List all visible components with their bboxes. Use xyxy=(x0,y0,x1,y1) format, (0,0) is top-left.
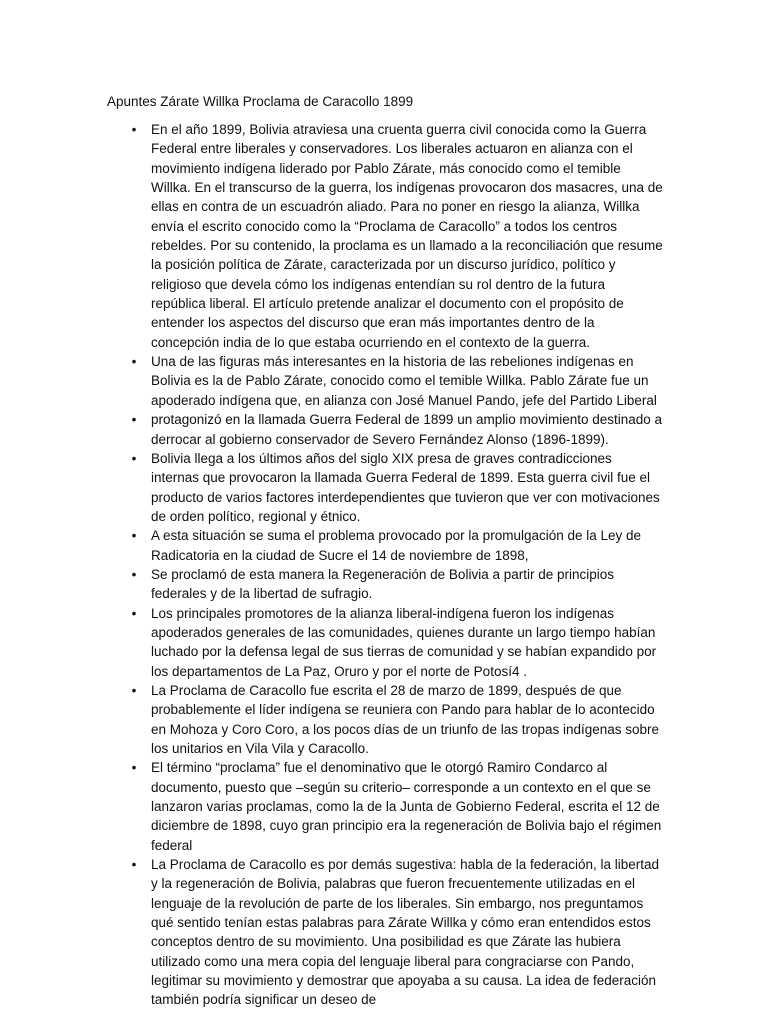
list-item-text: A esta situación se suma el problema provocado por la promulgación de la Ley de Radicatoria en la ciudad de Sucre el 14 de noviembre de 1898, xyxy=(151,528,642,563)
bullet-icon: • xyxy=(131,605,137,621)
bullet-icon: • xyxy=(131,682,137,698)
bullet-icon: • xyxy=(131,528,137,544)
list-item xyxy=(107,352,663,410)
bullet-icon: • xyxy=(131,450,137,466)
list-item-text: Bolivia llega a los últimos años del siglo XIX presa de graves contradicciones internas que provocaron la llamada Guerra Federal de 1899. Esta guerra civil fue el producto de varios factores interdependientes que tuvieron que ver con motivaciones de orden político, regional y étnico. xyxy=(151,450,660,524)
list-item-text: El término “proclama” fue el denominativo que le otorgó Ramiro Condarco al documento, puesto que –según su criterio– corresponde a un contexto en el que se lanzaron varias proclamas, como la de la Junta de Gobierno Federal, escrita el 12 de diciembre de 1898, cuyo gran principio era la regeneración de Bolivia bajo el régimen federal xyxy=(151,760,662,853)
bullet-icon: • xyxy=(131,412,137,428)
list-item-text: Una de las figuras más interesantes en la historia de las rebeliones indígenas en Bolivia es la de Pablo Zárate, conocido como el temible Willka. Pablo Zárate fue un apoderado indígena que, en alianza con José Manuel Pando, jefe del Partido Liberal xyxy=(151,354,657,408)
document-title: Apuntes Zárate Willka Proclama de Caracollo 1899 xyxy=(107,94,414,109)
list-item xyxy=(107,526,663,565)
bullet-list xyxy=(107,120,663,1010)
list-item-text: En el año 1899, Bolivia atraviesa una cruenta guerra civil conocida como la Guerra Federal entre liberales y conservadores. Los liberales actuaron en alianza con el movimiento indígena liderado por Pablo Zárate, más conocido como el temible Willka. En el transcurso de la guerra, los indígenas provocaron dos masacres, una de ellas en contra de un escuadrón aliado. Para no poner en riesgo la alianza, Willka envía el escrito conocido como la “Proclama de Caracollo” a todos los centros rebeldes. Por su contenido, la proclama es un llamado a la reconciliación que resume la posición política de Zárate, caracterizada por un discurso jurídico, político y religioso que devela cómo los indígenas entendían su rol dentro de la futura república liberal. El artículo pretende analizar el documento con el propósito de entender los aspectos del discurso que eran más importantes dentro de la concepción india de lo que estaba ocurriendo en el contexto de la guerra. xyxy=(151,122,663,350)
list-item-text: Se proclamó de esta manera la Regeneración de Bolivia a partir de principios federales y de la libertad de sufragio. xyxy=(151,566,615,602)
bullet-icon: • xyxy=(131,566,137,582)
bullet-icon: • xyxy=(131,122,137,137)
bullet-icon: • xyxy=(131,857,137,873)
list-item xyxy=(107,758,663,855)
list-item xyxy=(107,855,663,1010)
list-item-text: Los principales promotores de la alianza liberal-indígena fueron los indígenas apoderados generales de las comunidades, quienes durante un largo tiempo habían luchado por la defensa legal de sus tierras de comunidad y se habían expandido por los departamentos de La Paz, Oruro y por el norte de Potosí4 . xyxy=(151,605,657,679)
list-item xyxy=(107,565,663,604)
list-item xyxy=(107,681,663,758)
bullet-icon: • xyxy=(131,354,137,370)
list-item xyxy=(107,120,663,352)
list-item xyxy=(107,449,663,526)
list-item xyxy=(107,604,663,681)
list-item-text: protagonizó en la llamada Guerra Federal de 1899 un amplio movimiento destinado a derrocar al gobierno conservador de Severo Fernández Alonso (1896-1899). xyxy=(151,412,663,447)
bullet-icon: • xyxy=(131,760,137,776)
list-item-text: La Proclama de Caracollo es por demás sugestiva: habla de la federación, la libertad y la regeneración de Bolivia, palabras que fueron frecuentemente utilizadas en el lenguaje de la revolución de parte de los liberales. Sin embargo, nos preguntamos qué sentido tenían estas palabras para Zárate Willka y cómo eran entendidos estos conceptos dentro de su movimiento. Una posibilidad es que Zárate las hubiera utilizado como una mera copia del lenguaje liberal para congraciarse con Pando, legitimar su movimiento y demostrar que apoyaba a su causa. La idea de federación también podría significar un deseo de xyxy=(151,857,660,1008)
list-item-text: La Proclama de Caracollo fue escrita el 28 de marzo de 1899, después de que probablemente el líder indígena se reuniera con Pando para hablar de lo acontecido en Mohoza y Coro Coro, a los pocos días de un triunfo de las tropas indígenas sobre los unitarios en Vila Vila y Caracollo. xyxy=(151,682,660,756)
list-item xyxy=(107,410,663,449)
